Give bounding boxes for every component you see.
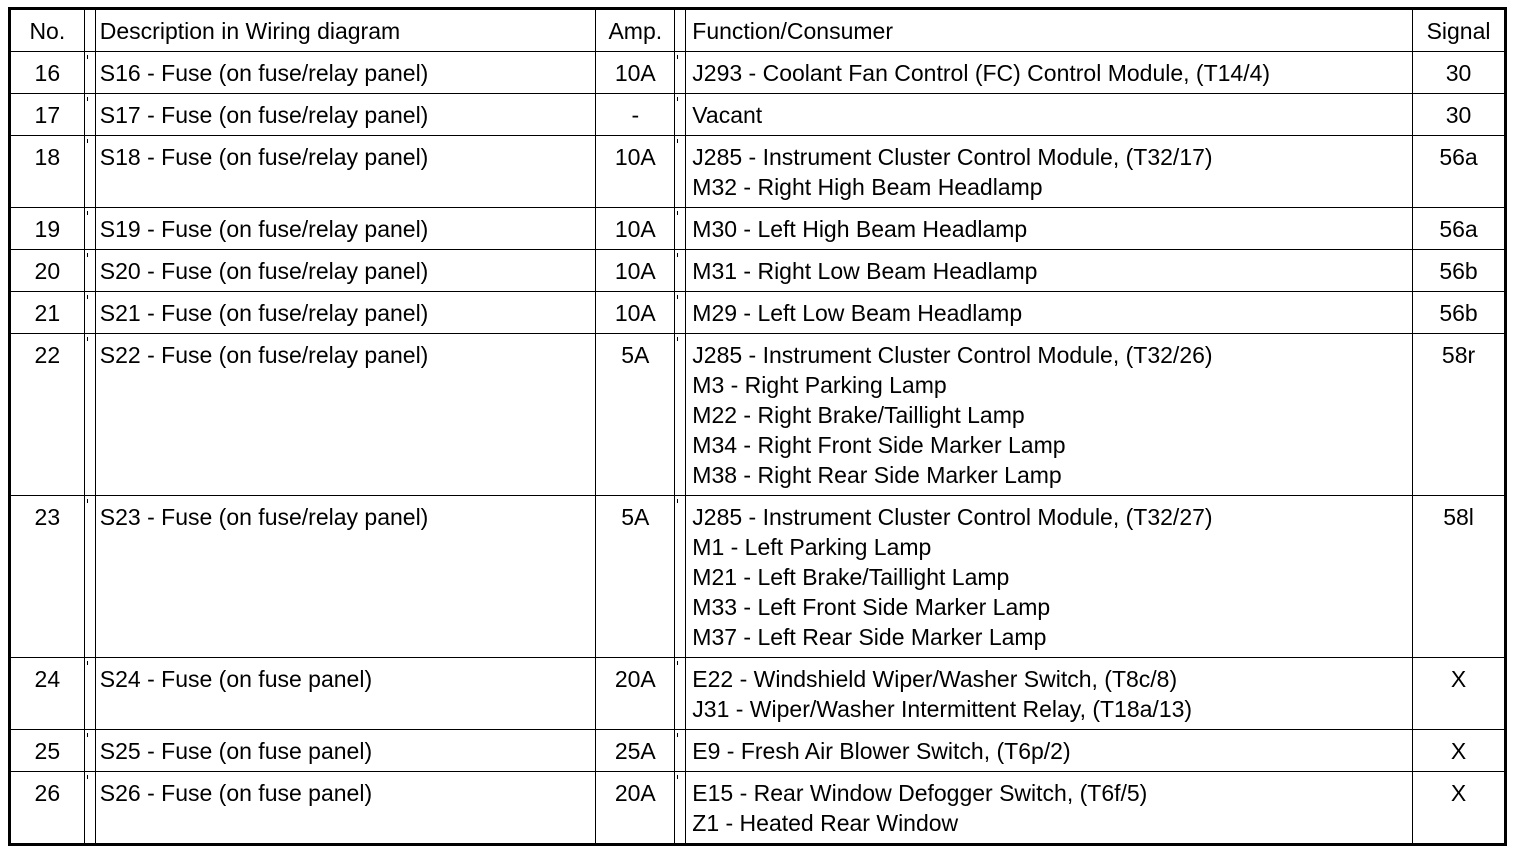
header-signal: Signal (1413, 9, 1506, 52)
consumer-line: E22 - Windshield Wiper/Washer Switch, (T8c/8) (692, 666, 1178, 692)
tick-mark (677, 139, 678, 143)
function-consumer (686, 658, 1413, 730)
tick-mark (677, 733, 678, 737)
spacer-cell (84, 52, 95, 94)
tick-mark (87, 295, 88, 299)
consumer-line: E9 - Fresh Air Blower Switch, (T6p/2) (692, 738, 1071, 764)
consumer-line: J285 - Instrument Cluster Control Module, (T32/26) (692, 342, 1213, 368)
function-consumer (686, 94, 1413, 136)
fuse-description: S25 - Fuse (on fuse panel) (95, 730, 596, 772)
consumer-line: M3 - Right Parking Lamp (692, 372, 947, 398)
consumer-line: M30 - Left High Beam Headlamp (692, 216, 1028, 242)
tick-mark (87, 733, 88, 737)
header-function: Function/Consumer (686, 9, 1413, 52)
consumer-line: J285 - Instrument Cluster Control Module, (T32/17) (692, 144, 1213, 170)
consumer-line: M34 - Right Front Side Marker Lamp (692, 432, 1066, 458)
spacer-cell (675, 292, 686, 334)
function-consumer (686, 250, 1413, 292)
signal-value: X (1413, 658, 1506, 730)
fuse-description: S22 - Fuse (on fuse/relay panel) (95, 334, 596, 496)
fuse-number: 18 (10, 136, 85, 208)
consumer-line: M29 - Left Low Beam Headlamp (692, 300, 1023, 326)
fuse-description: S23 - Fuse (on fuse/relay panel) (95, 496, 596, 658)
consumer-line: J293 - Coolant Fan Control (FC) Control Module, (T14/4) (692, 60, 1271, 86)
tick-mark (87, 97, 88, 101)
fuse-description: S16 - Fuse (on fuse/relay panel) (95, 52, 596, 94)
fuse-number: 24 (10, 658, 85, 730)
table-body (10, 52, 1506, 845)
function-consumer (686, 730, 1413, 772)
fuse-number: 22 (10, 334, 85, 496)
spacer-cell (84, 730, 95, 772)
table-row (10, 496, 1506, 658)
function-consumer (686, 208, 1413, 250)
tick-mark (677, 775, 678, 779)
consumer-line: M31 - Right Low Beam Headlamp (692, 258, 1038, 284)
fuse-amperage: 10A (596, 136, 675, 208)
tick-mark (87, 337, 88, 341)
fuse-amperage: 5A (596, 334, 675, 496)
signal-value: 30 (1413, 94, 1506, 136)
header-no: No. (10, 9, 85, 52)
function-consumer (686, 496, 1413, 658)
function-consumer (686, 292, 1413, 334)
tick-mark (87, 661, 88, 665)
tick-mark (677, 55, 678, 59)
tick-mark (87, 499, 88, 503)
spacer-cell (675, 658, 686, 730)
signal-value: X (1413, 730, 1506, 772)
fuse-amperage: 5A (596, 496, 675, 658)
table-row (10, 208, 1506, 250)
tick-mark (87, 775, 88, 779)
fuse-amperage: 20A (596, 772, 675, 845)
table-row (10, 52, 1506, 94)
spacer-cell (675, 208, 686, 250)
spacer-cell (675, 250, 686, 292)
table-row (10, 730, 1506, 772)
header-description: Description in Wiring diagram (95, 9, 596, 52)
fuse-description: S18 - Fuse (on fuse/relay panel) (95, 136, 596, 208)
fuse-number: 19 (10, 208, 85, 250)
fuse-amperage: 10A (596, 292, 675, 334)
spacer-cell (675, 772, 686, 845)
spacer-cell (675, 94, 686, 136)
fuse-description: S19 - Fuse (on fuse/relay panel) (95, 208, 596, 250)
tick-mark (87, 211, 88, 215)
consumer-line: M22 - Right Brake/Taillight Lamp (692, 402, 1025, 428)
consumer-line: M32 - Right High Beam Headlamp (692, 174, 1043, 200)
tick-mark (677, 499, 678, 503)
tick-mark (677, 295, 678, 299)
spacer-cell (675, 334, 686, 496)
table-row (10, 136, 1506, 208)
fuse-amperage: - (596, 94, 675, 136)
tick-mark (677, 253, 678, 257)
spacer-cell (675, 136, 686, 208)
fuse-number: 16 (10, 52, 85, 94)
signal-value: 58r (1413, 334, 1506, 496)
fuse-number: 25 (10, 730, 85, 772)
signal-value: 30 (1413, 52, 1506, 94)
consumer-line: E15 - Rear Window Defogger Switch, (T6f/5) (692, 780, 1148, 806)
signal-value: X (1413, 772, 1506, 845)
tick-mark (677, 661, 678, 665)
table-row (10, 292, 1506, 334)
fuse-description: S24 - Fuse (on fuse panel) (95, 658, 596, 730)
fuse-amperage: 10A (596, 250, 675, 292)
tick-mark (677, 97, 678, 101)
fuse-description: S26 - Fuse (on fuse panel) (95, 772, 596, 845)
signal-value: 56a (1413, 208, 1506, 250)
fuse-number: 26 (10, 772, 85, 845)
fuse-description: S17 - Fuse (on fuse/relay panel) (95, 94, 596, 136)
spacer-cell (84, 292, 95, 334)
fuse-amperage: 10A (596, 52, 675, 94)
consumer-line: Vacant (692, 102, 763, 128)
function-consumer (686, 136, 1413, 208)
header-amp: Amp. (596, 9, 675, 52)
tick-mark (677, 337, 678, 341)
fuse-number: 20 (10, 250, 85, 292)
fuse-amperage: 25A (596, 730, 675, 772)
tick-mark (87, 139, 88, 143)
consumer-line: M37 - Left Rear Side Marker Lamp (692, 624, 1047, 650)
spacer-cell (84, 772, 95, 845)
function-consumer (686, 772, 1413, 845)
table-row (10, 658, 1506, 730)
header-row (10, 9, 1506, 52)
fuse-description: S21 - Fuse (on fuse/relay panel) (95, 292, 596, 334)
spacer-cell (84, 334, 95, 496)
fuse-table (8, 7, 1507, 846)
tick-mark (87, 253, 88, 257)
table-row (10, 94, 1506, 136)
fuse-description: S20 - Fuse (on fuse/relay panel) (95, 250, 596, 292)
spacer-cell (84, 496, 95, 658)
signal-value: 56b (1413, 292, 1506, 334)
consumer-line: J285 - Instrument Cluster Control Module, (T32/27) (692, 504, 1213, 530)
table-row (10, 772, 1506, 845)
fuse-amperage: 20A (596, 658, 675, 730)
tick-mark (87, 55, 88, 59)
function-consumer (686, 334, 1413, 496)
spacer-cell (675, 730, 686, 772)
spacer-cell (84, 208, 95, 250)
spacer-cell (84, 658, 95, 730)
table-row (10, 250, 1506, 292)
consumer-line: M33 - Left Front Side Marker Lamp (692, 594, 1051, 620)
tick-mark (677, 211, 678, 215)
consumer-line: M21 - Left Brake/Taillight Lamp (692, 564, 1010, 590)
consumer-line: M38 - Right Rear Side Marker Lamp (692, 462, 1062, 488)
signal-value: 58l (1413, 496, 1506, 658)
consumer-line: J31 - Wiper/Washer Intermittent Relay, (T18a/13) (692, 696, 1193, 722)
signal-value: 56a (1413, 136, 1506, 208)
fuse-number: 21 (10, 292, 85, 334)
table-row (10, 334, 1506, 496)
header-spacer (675, 9, 686, 52)
spacer-cell (84, 94, 95, 136)
signal-value: 56b (1413, 250, 1506, 292)
consumer-line: M1 - Left Parking Lamp (692, 534, 932, 560)
spacer-cell (84, 136, 95, 208)
spacer-cell (84, 250, 95, 292)
header-spacer (84, 9, 95, 52)
function-consumer (686, 52, 1413, 94)
spacer-cell (675, 496, 686, 658)
spacer-cell (675, 52, 686, 94)
fuse-number: 17 (10, 94, 85, 136)
fuse-number: 23 (10, 496, 85, 658)
fuse-amperage: 10A (596, 208, 675, 250)
consumer-line: Z1 - Heated Rear Window (692, 810, 959, 836)
